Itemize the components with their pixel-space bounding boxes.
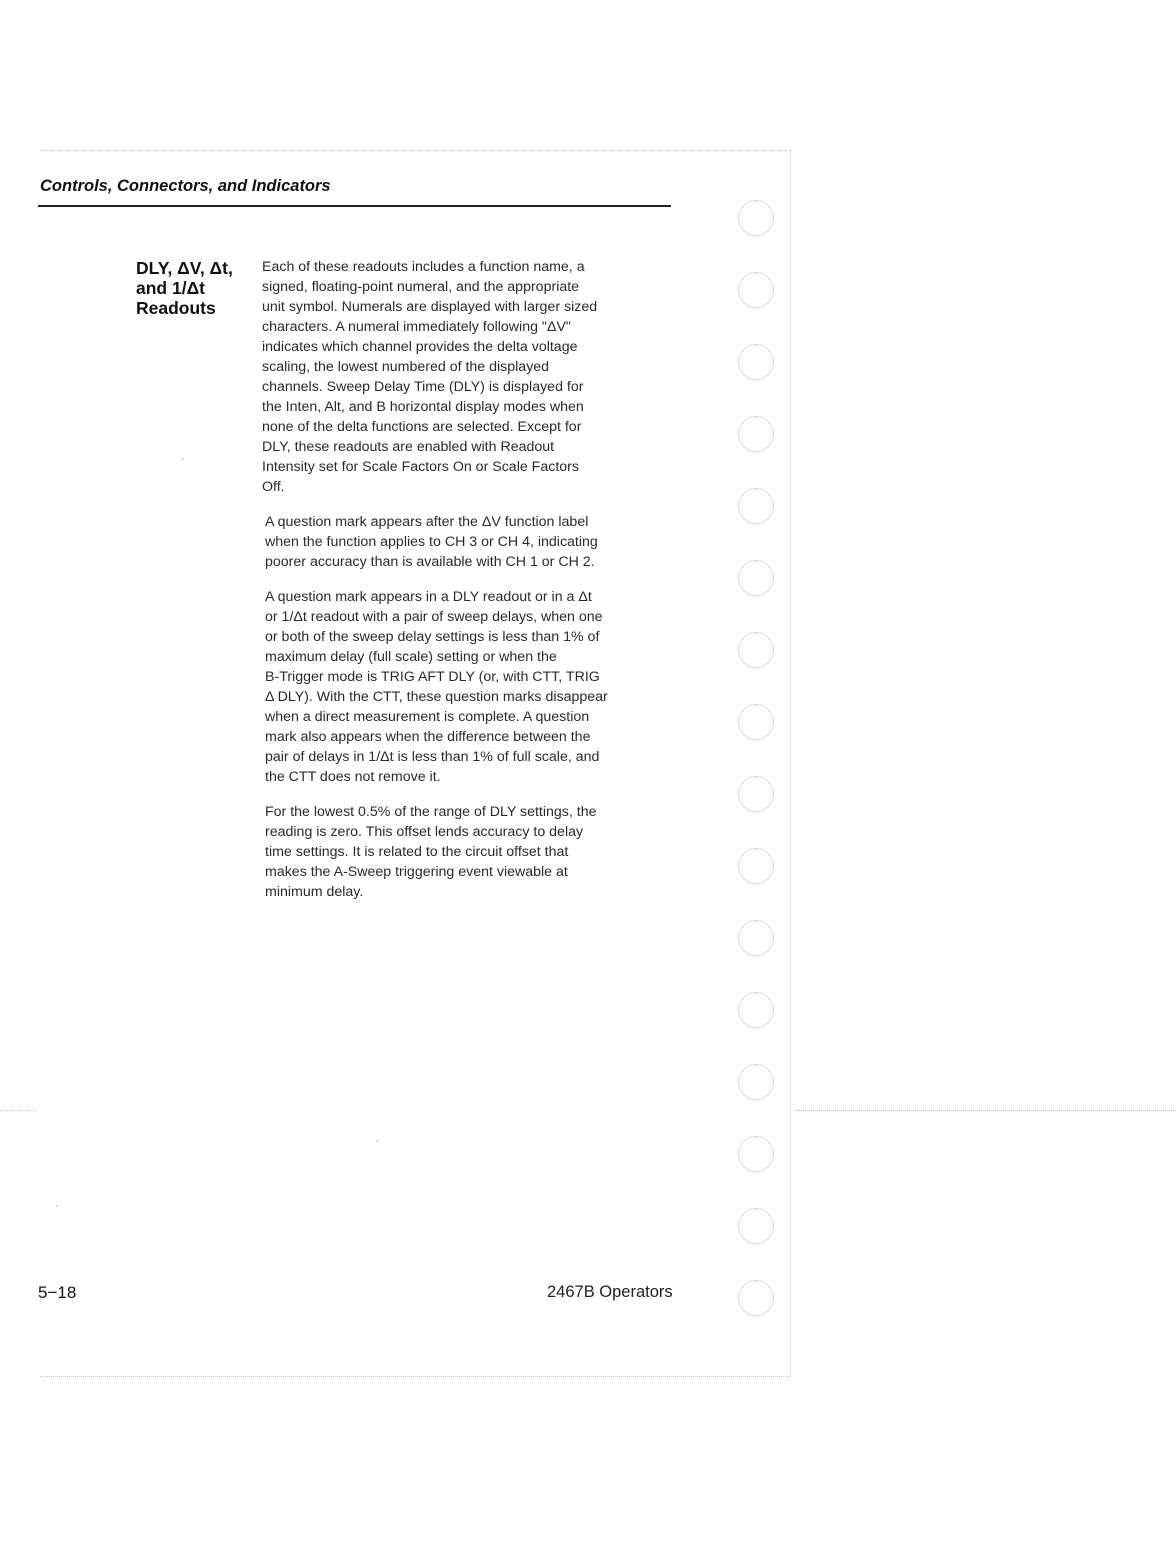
text-line: the CTT does not remove it.	[265, 769, 441, 785]
section-heading	[136, 258, 256, 318]
header-rule	[38, 205, 671, 207]
running-head: Controls, Connectors, and Indicators	[40, 177, 331, 195]
text-line: Each of these readouts includes a function name, a	[262, 259, 585, 275]
punch-hole	[738, 776, 774, 812]
scan-speck	[182, 458, 184, 460]
text-line: indicates which channel provides the delta voltage	[262, 339, 578, 355]
punch-hole	[738, 1136, 774, 1172]
text-line: none of the delta functions are selected. Except for	[262, 419, 582, 435]
text-line: channels. Sweep Delay Time (DLY) is displayed for	[262, 379, 584, 395]
punch-hole	[738, 488, 774, 524]
paragraph-dly-question-mark	[262, 587, 662, 787]
body-text	[262, 257, 662, 917]
text-line: reading is zero. This offset lends accuracy to delay	[265, 824, 584, 840]
text-line: when a direct measurement is complete. A question	[265, 709, 590, 725]
text-line: time settings. It is related to the circuit offset that	[265, 844, 569, 860]
punch-hole	[738, 848, 774, 884]
text-line: Δ DLY). With the CTT, these question marks disappear	[265, 689, 608, 705]
text-line: or 1/Δt readout with a pair of sweep delays, when one	[265, 609, 603, 625]
paragraph-dly-offset	[262, 802, 662, 902]
punch-hole	[738, 344, 774, 380]
text-line: or both of the sweep delay settings is less than 1% of	[265, 629, 600, 645]
page-right-edge	[790, 150, 791, 1378]
binder-punch-holes	[738, 190, 778, 1330]
scan-speck	[376, 1140, 378, 1142]
text-line: the Inten, Alt, and B horizontal display modes when	[262, 399, 584, 415]
text-line: DLY, these readouts are enabled with Readout	[262, 439, 555, 455]
text-line: characters. A numeral immediately following "ΔV"	[262, 319, 571, 335]
text-line: when the function applies to CH 3 or CH 4, indicating	[265, 534, 598, 550]
punch-hole	[738, 1064, 774, 1100]
page-number: 5−18	[38, 1283, 77, 1302]
text-line: scaling, the lowest numbered of the displayed	[262, 359, 550, 375]
punch-hole	[738, 200, 774, 236]
punch-hole	[738, 1280, 774, 1316]
punch-hole	[738, 1208, 774, 1244]
punch-hole	[738, 632, 774, 668]
punch-hole	[738, 416, 774, 452]
punch-hole	[738, 920, 774, 956]
text-line: Off.	[262, 479, 285, 495]
punch-hole	[738, 992, 774, 1028]
paragraph-readouts	[262, 257, 662, 497]
punch-hole	[738, 560, 774, 596]
text-line: minimum delay.	[265, 884, 364, 900]
text-line: mark also appears when the difference between the	[265, 729, 591, 745]
text-line: makes the A-Sweep triggering event viewable at	[265, 864, 568, 880]
text-line: maximum delay (full scale) setting or when the	[265, 649, 557, 665]
sheet-edge-left	[0, 1110, 36, 1111]
punch-hole	[738, 272, 774, 308]
section-heading-line: Readouts	[136, 298, 216, 318]
text-line: signed, floating-point numeral, and the appropriate	[262, 279, 580, 295]
text-line: Intensity set for Scale Factors On or Scale Factors	[262, 459, 579, 475]
section-heading-line: and 1/Δt	[136, 278, 205, 298]
page-bottom-edge	[40, 1376, 790, 1377]
punch-hole	[738, 704, 774, 740]
paragraph-delta-v-question-mark	[262, 512, 662, 572]
section-heading-line: DLY, ΔV, Δt,	[136, 258, 233, 278]
text-line: unit symbol. Numerals are displayed with larger sized	[262, 299, 598, 315]
text-line: For the lowest 0.5% of the range of DLY settings, the	[265, 804, 597, 820]
text-line: pair of delays in 1/Δt is less than 1% of full scale, and	[265, 749, 600, 765]
text-line: B-Trigger mode is TRIG AFT DLY (or, with CTT, TRIG	[265, 669, 600, 685]
text-line: poorer accuracy than is available with CH 1 or CH 2.	[265, 554, 595, 570]
scan-speck	[56, 1205, 58, 1207]
text-line: A question mark appears after the ΔV function label	[265, 514, 589, 530]
document-title: 2467B Operators	[547, 1283, 673, 1301]
sheet-edge-right	[795, 1110, 1176, 1111]
text-line: A question mark appears in a DLY readout or in a Δt	[265, 589, 592, 605]
page-top-edge	[40, 150, 790, 151]
